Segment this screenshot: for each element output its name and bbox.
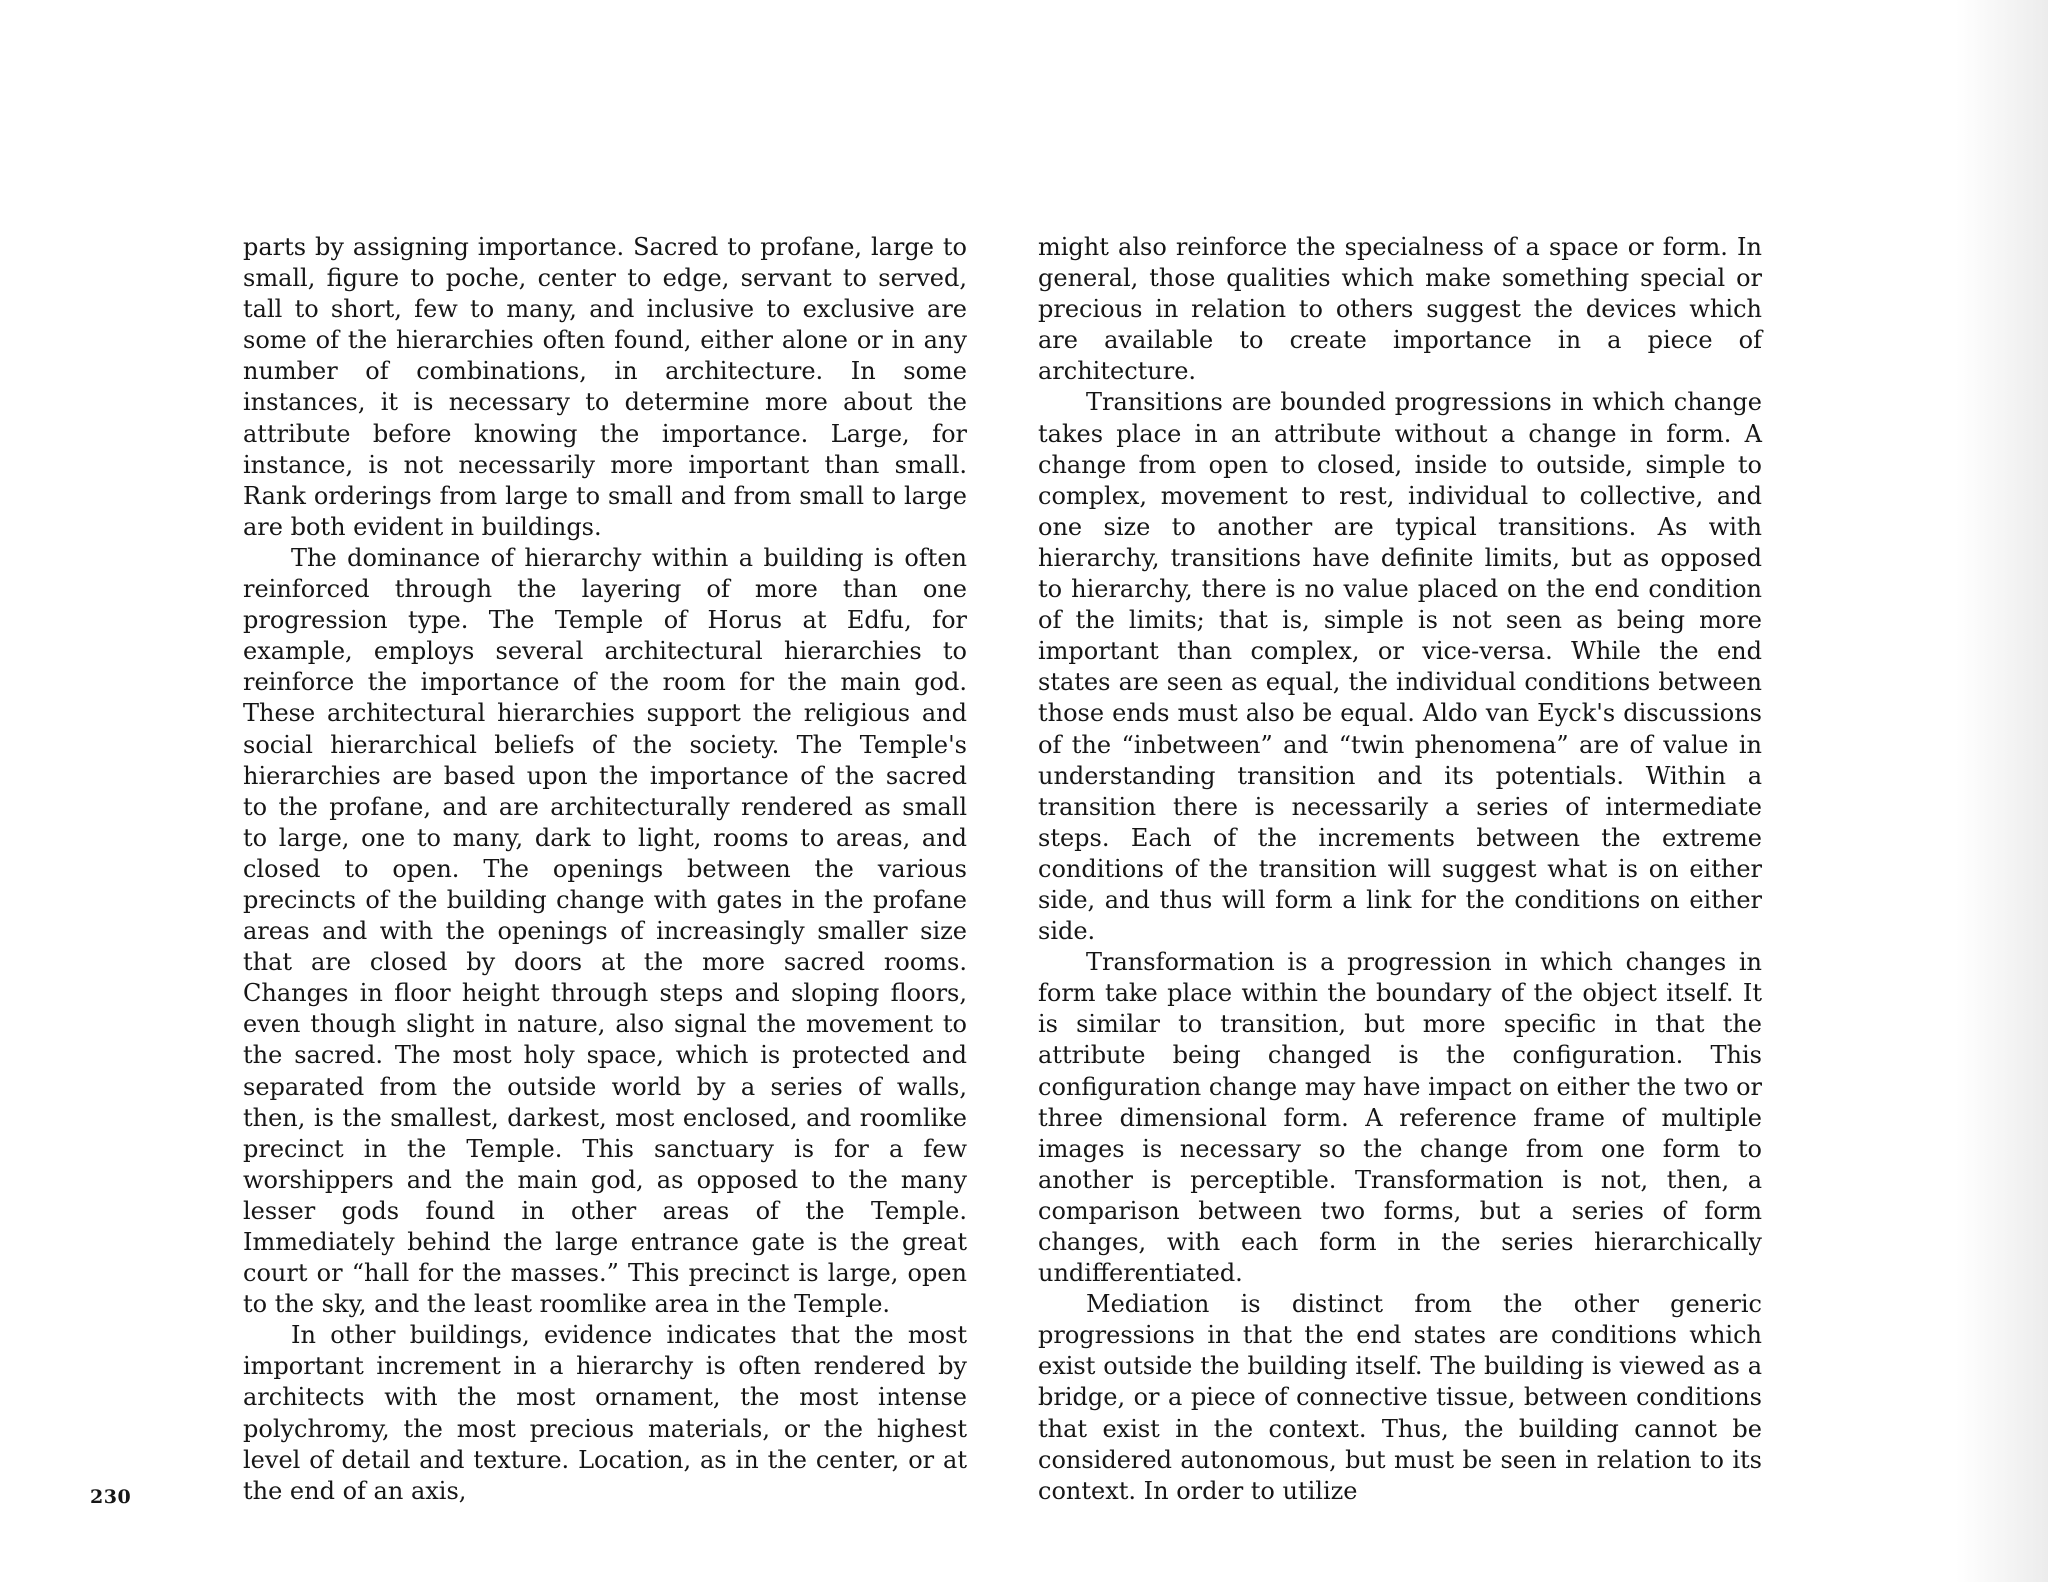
paragraph-other-buildings: In other buildings, evidence indicates that the most important increment in a hierarchy is often rendered by architects with the most ornament, the most intense polychromy, the most precious materials, or the highest level of detail and texture. Location, as in the center, or at the end of an axis, bbox=[243, 1321, 967, 1505]
paragraph-hierarchy-dominance: The dominance of hierarchy within a building is often reinforced through the layering of more than one progression type. The Temple of Horus at Edfu, for example, employs several architectural hierarchies to reinforce the importance of the room for the main god. These architectural hierarchies support the religious and social hierarchical beliefs of the society. The Temple's hierarchies are based upon the importance of the sacred to the profane, and are architecturally rendered as small to large, one to many, dark to light, rooms to areas, and closed to open. The openings between the various precincts of the building change with gates in the profane areas and with the openings of increasingly smaller size that are closed by doors at the more sacred rooms. Changes in floor height through steps and sloping floors, even though slight in nature, also signal the movement to the sacred. The most holy space, which is protected and separated from the outside world by a series of walls, then, is the smallest, darkest, most enclosed, and roomlike precinct in the Temple. This sanctuary is for a few worshippers and the main god, as opposed to the many lesser gods found in other areas of the Temple. Immediately behind the large entrance gate is the great court or “hall for the masses.” This precinct is large, open to the sky, and the least roomlike area in the Temple. bbox=[243, 543, 967, 1319]
paragraph-transitions: Transitions are bounded progressions in which change takes place in an attribute without a change in form. A change from open to closed, inside to outside, simple to complex, movement to rest, individual to collective, and one size to another are typical transitions. As with hierarchy, transitions have definite limits, but as opposed to hierarchy, there is no value placed on the end condition of the limits; that is, simple is not seen as being more important than complex, or vice-versa. While the end states are seen as equal, the individual conditions between those ends must also be equal. Aldo van Eyck's discussions of the “inbetween” and “twin phenomena” are of value in understanding transition and its potentials. Within a transition there is necessarily a series of intermediate steps. Each of the increments between the extreme conditions of the transition will suggest what is on either side, and thus will form a link for the conditions on either side. bbox=[1038, 388, 1762, 946]
paragraph-continued-right: might also reinforce the specialness of a space or form. In general, those qualities which make something special or precious in relation to others suggest the devices which are available to create importance in a piece of architecture. bbox=[1038, 233, 1762, 386]
scan-shadow-edge bbox=[1956, 0, 2048, 1582]
paragraph-continued: parts by assigning importance. Sacred to profane, large to small, figure to poche, center to edge, servant to served, tall to short, few to many, and inclusive to exclusive are some of the hierarchies often found, either alone or in any number of combinations, in architecture. In some instances, it is necessary to determine more about the attribute before knowing the importance. Large, for instance, is not necessarily more important than small. Rank orderings from large to small and from small to large are both evident in buildings. bbox=[243, 233, 967, 541]
paragraph-mediation: Mediation is distinct from the other generic progressions in that the end states are conditions which exist outside the building itself. The building is viewed as a bridge, or a piece of connective tissue, between conditions that exist in the context. Thus, the building cannot be considered autonomous, but must be seen in relation to its context. In order to utilize bbox=[1038, 1290, 1762, 1505]
right-text-column bbox=[1038, 232, 1762, 1507]
page-number: 230 bbox=[90, 1486, 132, 1508]
left-text-column bbox=[243, 232, 967, 1507]
paragraph-transformation: Transformation is a progression in which changes in form take place within the boundary of the object itself. It is similar to transition, but more specific in that the attribute being changed is the configuration. This configuration change may have impact on either the two or three dimensional form. A reference frame of multiple images is necessary so the change from one form to another is perceptible. Transformation is not, then, a comparison between two forms, but a series of form changes, with each form in the series hierarchically undifferentiated. bbox=[1038, 948, 1762, 1288]
